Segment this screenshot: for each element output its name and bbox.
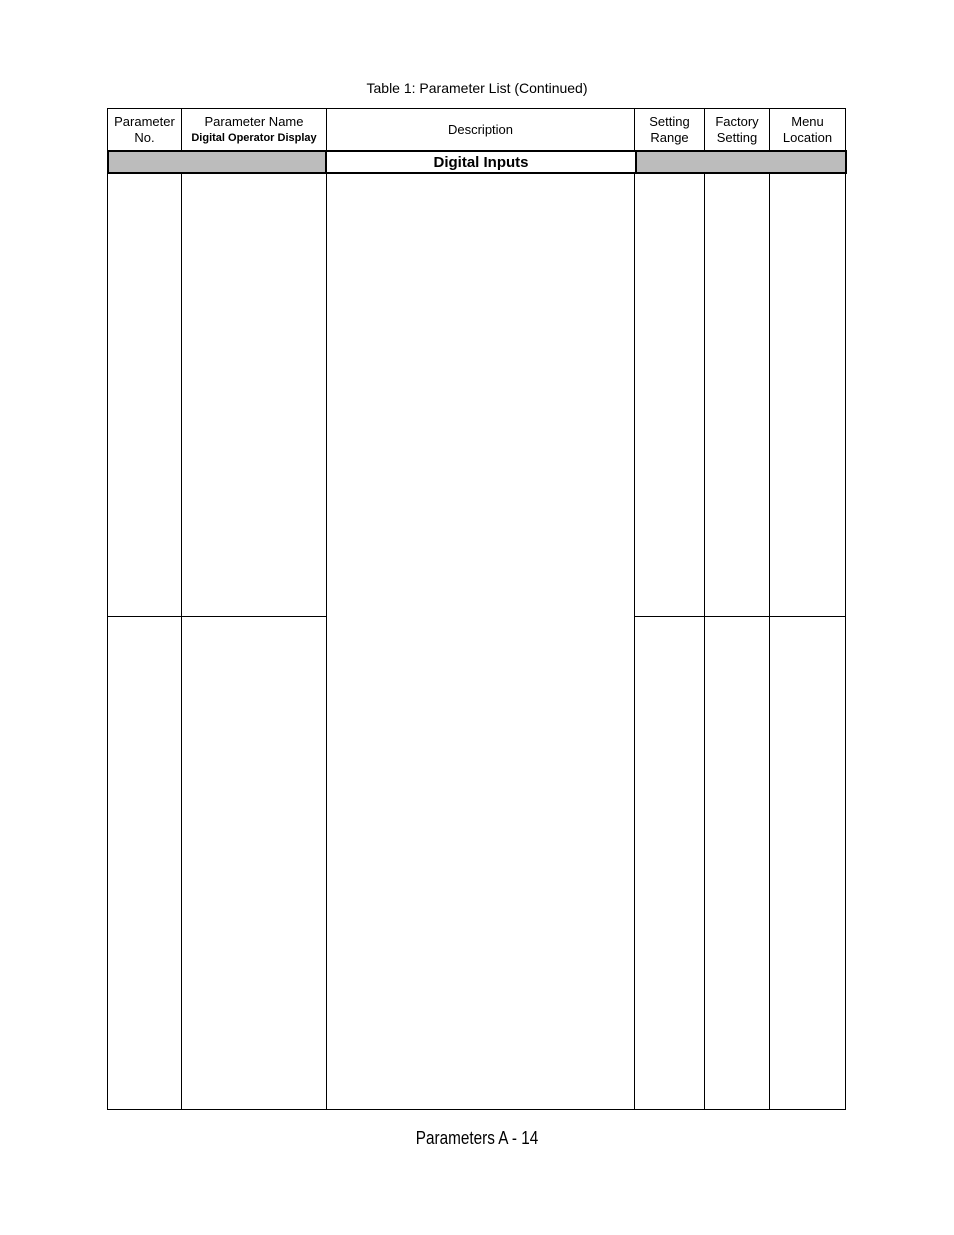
table-row bbox=[108, 174, 845, 616]
header-description bbox=[327, 109, 634, 150]
header-menu-location-line1: Menu bbox=[791, 113, 824, 129]
header-setting-range-line2: Range bbox=[650, 129, 689, 145]
header-parameter-name-line1: Parameter Name bbox=[204, 113, 304, 129]
header-menu-location-line2: Location bbox=[782, 129, 833, 145]
header-parameter-no-line1: Parameter bbox=[114, 113, 175, 129]
header-divider-1 bbox=[181, 109, 182, 150]
header-setting-range-line1: Setting bbox=[649, 113, 690, 129]
header-divider-2 bbox=[326, 109, 327, 150]
table-caption: Table 1: Parameter List (Continued) bbox=[366, 80, 588, 96]
table-row bbox=[108, 617, 845, 1109]
section-band-right bbox=[635, 150, 847, 174]
header-factory-setting bbox=[705, 109, 769, 150]
section-band-left bbox=[107, 150, 327, 174]
header-divider-5 bbox=[769, 109, 770, 150]
header-parameter-name bbox=[182, 109, 326, 150]
page-footer: Parameters A - 14 bbox=[415, 1128, 539, 1148]
header-setting-range bbox=[635, 109, 704, 150]
header-divider-3 bbox=[634, 109, 635, 150]
header-parameter-no-line2: No. bbox=[134, 129, 155, 145]
header-factory-setting-line2: Setting bbox=[716, 129, 758, 145]
header-description-label: Description bbox=[447, 121, 514, 137]
header-parameter-name-line2: Digital Operator Display bbox=[191, 131, 317, 144]
section-title bbox=[325, 150, 637, 174]
section-title-label: Digital Inputs bbox=[433, 153, 529, 171]
header-parameter-no bbox=[108, 109, 181, 150]
parameter-table bbox=[107, 108, 846, 1110]
header-factory-setting-line1: Factory bbox=[715, 113, 759, 129]
header-divider-4 bbox=[704, 109, 705, 150]
header-menu-location bbox=[770, 109, 845, 150]
